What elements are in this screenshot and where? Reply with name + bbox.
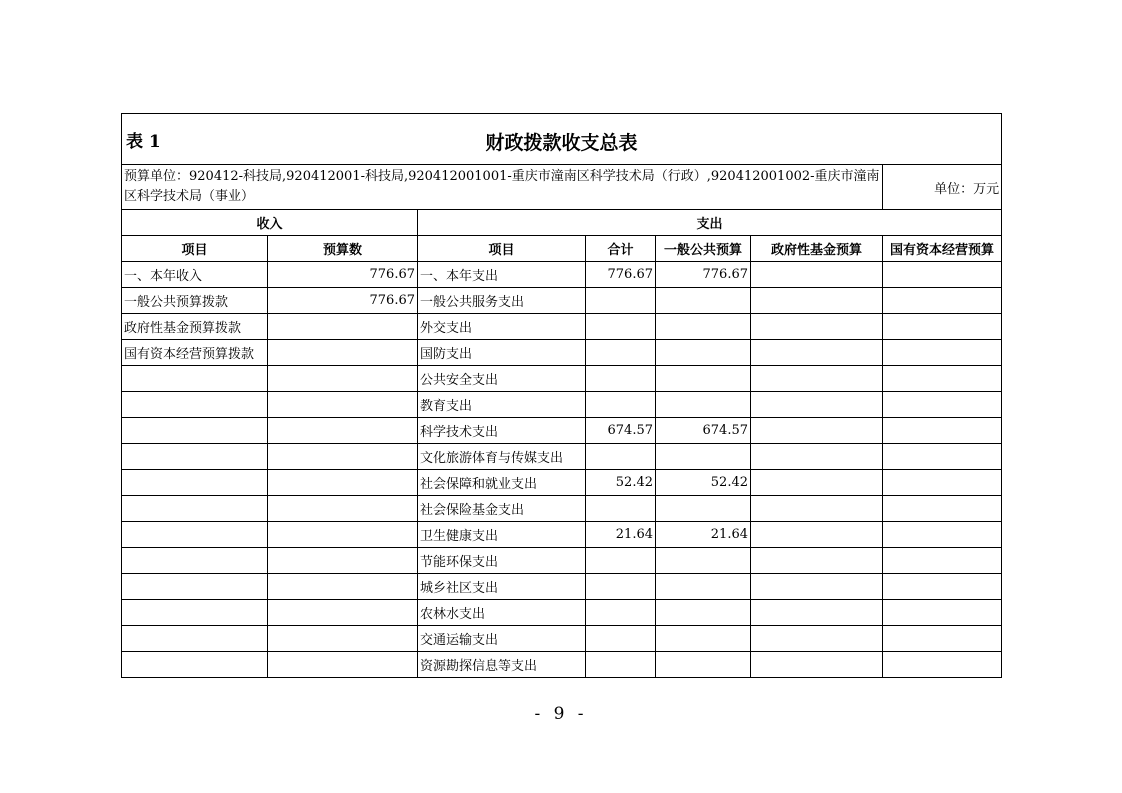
general-budget-cell <box>656 548 751 574</box>
income-item-cell <box>122 652 268 678</box>
state-capital-cell <box>883 288 1002 314</box>
income-item-cell: 政府性基金预算拨款 <box>122 314 268 340</box>
budget-unit-row <box>122 165 1002 210</box>
total-cell <box>586 288 656 314</box>
total-cell <box>586 340 656 366</box>
finance-summary-table <box>121 113 1002 678</box>
expense-item-cell: 社会保障和就业支出 <box>418 470 586 496</box>
income-item-cell <box>122 522 268 548</box>
group-header-row <box>122 210 1002 236</box>
col-header-total: 合计 <box>586 236 656 262</box>
general-budget-cell <box>656 496 751 522</box>
table-label: 表 1 <box>126 131 161 152</box>
general-budget-cell: 52.42 <box>656 470 751 496</box>
state-capital-cell <box>883 262 1002 288</box>
expense-item-cell: 城乡社区支出 <box>418 574 586 600</box>
expense-item-cell: 公共安全支出 <box>418 366 586 392</box>
general-budget-cell <box>656 314 751 340</box>
total-cell <box>586 548 656 574</box>
state-capital-cell <box>883 522 1002 548</box>
table-row <box>122 444 1002 470</box>
income-item-cell <box>122 366 268 392</box>
table-row <box>122 522 1002 548</box>
general-budget-cell <box>656 600 751 626</box>
state-capital-cell <box>883 600 1002 626</box>
general-budget-cell <box>656 366 751 392</box>
income-amount-cell <box>268 548 418 574</box>
table-row <box>122 496 1002 522</box>
table-row <box>122 288 1002 314</box>
finance-table-sheet <box>121 113 1001 678</box>
title-row <box>122 114 1002 165</box>
income-item-cell <box>122 470 268 496</box>
table-row <box>122 600 1002 626</box>
column-header-row <box>122 236 1002 262</box>
state-capital-cell <box>883 470 1002 496</box>
state-capital-cell <box>883 340 1002 366</box>
general-budget-cell <box>656 288 751 314</box>
general-budget-cell: 776.67 <box>656 262 751 288</box>
state-capital-cell <box>883 444 1002 470</box>
state-capital-cell <box>883 548 1002 574</box>
table-row <box>122 340 1002 366</box>
income-item-cell: 国有资本经营预算拨款 <box>122 340 268 366</box>
table-title: 财政拨款收支总表 <box>485 132 638 154</box>
total-cell <box>586 392 656 418</box>
table-row <box>122 262 1002 288</box>
gov-fund-cell <box>751 392 883 418</box>
total-cell: 52.42 <box>586 470 656 496</box>
gov-fund-cell <box>751 574 883 600</box>
expense-group-header: 支出 <box>418 210 1002 236</box>
col-header-general-budget: 一般公共预算 <box>656 236 751 262</box>
col-header-expense-item: 项目 <box>418 236 586 262</box>
budget-unit-text: 预算单位：920412-科技局,920412001-科技局,920412001001-重庆市潼南区科学技术局（行政）,920412001002-重庆市潼南区科学技术局（事业） <box>122 165 883 210</box>
total-cell: 21.64 <box>586 522 656 548</box>
total-cell: 776.67 <box>586 262 656 288</box>
col-header-gov-fund-budget: 政府性基金预算 <box>751 236 883 262</box>
total-cell <box>586 314 656 340</box>
expense-item-cell: 一、本年支出 <box>418 262 586 288</box>
income-item-cell: 一般公共预算拨款 <box>122 288 268 314</box>
income-amount-cell <box>268 522 418 548</box>
income-amount-cell <box>268 652 418 678</box>
general-budget-cell <box>656 626 751 652</box>
unit-label: 单位：万元 <box>883 165 1002 210</box>
income-amount-cell <box>268 470 418 496</box>
total-cell <box>586 496 656 522</box>
col-header-state-capital-budget: 国有资本经营预算 <box>883 236 1002 262</box>
table-row <box>122 392 1002 418</box>
expense-item-cell: 资源勘探信息等支出 <box>418 652 586 678</box>
table-row <box>122 548 1002 574</box>
table-row <box>122 652 1002 678</box>
gov-fund-cell <box>751 600 883 626</box>
gov-fund-cell <box>751 548 883 574</box>
income-item-cell: 一、本年收入 <box>122 262 268 288</box>
table-row <box>122 366 1002 392</box>
total-cell <box>586 574 656 600</box>
state-capital-cell <box>883 626 1002 652</box>
general-budget-cell <box>656 652 751 678</box>
expense-item-cell: 农林水支出 <box>418 600 586 626</box>
income-item-cell <box>122 600 268 626</box>
gov-fund-cell <box>751 444 883 470</box>
income-item-cell <box>122 626 268 652</box>
expense-item-cell: 教育支出 <box>418 392 586 418</box>
expense-item-cell: 一般公共服务支出 <box>418 288 586 314</box>
expense-item-cell: 节能环保支出 <box>418 548 586 574</box>
table-row <box>122 418 1002 444</box>
income-amount-cell <box>268 574 418 600</box>
income-amount-cell <box>268 392 418 418</box>
income-item-cell <box>122 418 268 444</box>
gov-fund-cell <box>751 262 883 288</box>
income-item-cell <box>122 548 268 574</box>
income-amount-cell <box>268 314 418 340</box>
income-amount-cell <box>268 366 418 392</box>
general-budget-cell <box>656 444 751 470</box>
general-budget-cell <box>656 574 751 600</box>
table-row <box>122 574 1002 600</box>
expense-item-cell: 卫生健康支出 <box>418 522 586 548</box>
income-amount-cell <box>268 496 418 522</box>
total-cell <box>586 366 656 392</box>
state-capital-cell <box>883 392 1002 418</box>
gov-fund-cell <box>751 496 883 522</box>
gov-fund-cell <box>751 626 883 652</box>
gov-fund-cell <box>751 366 883 392</box>
expense-item-cell: 文化旅游体育与传媒支出 <box>418 444 586 470</box>
col-header-budget-amount: 预算数 <box>268 236 418 262</box>
table-row <box>122 470 1002 496</box>
state-capital-cell <box>883 418 1002 444</box>
general-budget-cell <box>656 340 751 366</box>
income-amount-cell <box>268 444 418 470</box>
expense-item-cell: 交通运输支出 <box>418 626 586 652</box>
income-amount-cell: 776.67 <box>268 288 418 314</box>
state-capital-cell <box>883 652 1002 678</box>
col-header-income-item: 项目 <box>122 236 268 262</box>
expense-item-cell: 外交支出 <box>418 314 586 340</box>
page-number: - 9 - <box>534 704 588 724</box>
state-capital-cell <box>883 496 1002 522</box>
general-budget-cell: 674.57 <box>656 418 751 444</box>
income-amount-cell: 776.67 <box>268 262 418 288</box>
total-cell <box>586 626 656 652</box>
expense-item-cell: 科学技术支出 <box>418 418 586 444</box>
total-cell <box>586 600 656 626</box>
income-amount-cell <box>268 418 418 444</box>
income-item-cell <box>122 392 268 418</box>
title-cell <box>122 114 1002 165</box>
table-row <box>122 314 1002 340</box>
gov-fund-cell <box>751 288 883 314</box>
expense-item-cell: 社会保险基金支出 <box>418 496 586 522</box>
expense-item-cell: 国防支出 <box>418 340 586 366</box>
income-amount-cell <box>268 626 418 652</box>
income-amount-cell <box>268 600 418 626</box>
gov-fund-cell <box>751 470 883 496</box>
state-capital-cell <box>883 314 1002 340</box>
gov-fund-cell <box>751 418 883 444</box>
state-capital-cell <box>883 366 1002 392</box>
general-budget-cell: 21.64 <box>656 522 751 548</box>
income-item-cell <box>122 496 268 522</box>
gov-fund-cell <box>751 522 883 548</box>
gov-fund-cell <box>751 314 883 340</box>
income-item-cell <box>122 444 268 470</box>
state-capital-cell <box>883 574 1002 600</box>
gov-fund-cell <box>751 652 883 678</box>
gov-fund-cell <box>751 340 883 366</box>
table-row <box>122 626 1002 652</box>
total-cell: 674.57 <box>586 418 656 444</box>
total-cell <box>586 652 656 678</box>
general-budget-cell <box>656 392 751 418</box>
income-item-cell <box>122 574 268 600</box>
income-amount-cell <box>268 340 418 366</box>
total-cell <box>586 444 656 470</box>
income-group-header: 收入 <box>122 210 418 236</box>
